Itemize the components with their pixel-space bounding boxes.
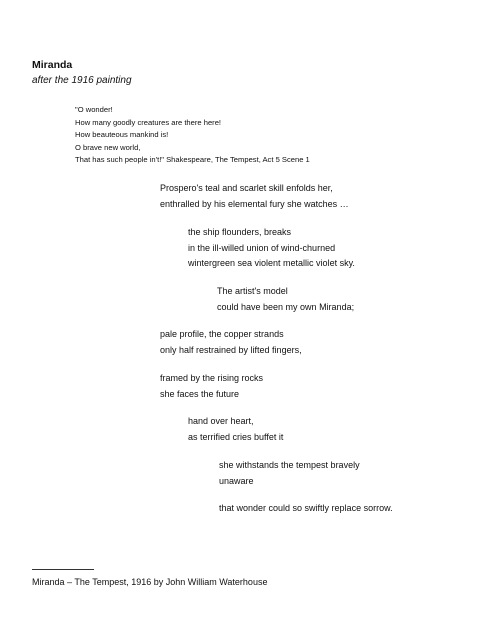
verse-line: pale profile, the copper strands [160, 329, 284, 339]
stanza-2 [188, 225, 355, 272]
verse-line: The artist's model [217, 286, 288, 296]
poem-title: Miranda [32, 59, 73, 71]
stanza-7 [219, 458, 360, 489]
epigraph-line: "O wonder! [75, 105, 113, 114]
poem-subtitle: after the 1916 painting [32, 75, 132, 86]
verse-line: in the ill-willed union of wind-churned [188, 242, 336, 253]
verse-line: she faces the future [160, 388, 240, 399]
verse-line: that wonder could so swiftly replace sorrow. [219, 503, 393, 513]
verse-line: wintergreen sea violent metallic violet sky. [188, 258, 355, 268]
epigraph-line: O brave new world, [75, 142, 141, 152]
verse-line: enthralled by his elemental fury she watches … [160, 198, 349, 209]
epigraph-line: That has such people in't!" Shakespeare, The Tempest, Act 5 Scene 1 [75, 155, 310, 165]
stanza-1 [160, 181, 349, 212]
footnote-divider [32, 569, 94, 570]
epigraph-line: How many goodly creatures are there here! [75, 117, 222, 127]
stanza-8 [219, 501, 393, 517]
verse-line: Prospero's teal and scarlet skill enfolds her, [160, 183, 333, 193]
stanza-3 [217, 284, 354, 315]
verse-line: framed by the rising rocks [160, 373, 264, 383]
verse-line: the ship flounders, breaks [188, 227, 292, 237]
epigraph [75, 104, 310, 167]
stanza-6 [188, 414, 283, 445]
verse-line: as terrified cries buffet it [188, 431, 284, 442]
verse-line: only half restrained by lifted fingers, [160, 344, 302, 355]
verse-line: unaware [219, 475, 254, 486]
footnote: Miranda – The Tempest, 1916 by John William Waterhouse [32, 577, 268, 587]
stanza-5 [160, 371, 263, 402]
verse-line: hand over heart, [188, 416, 254, 426]
verse-line: she withstands the tempest bravely [219, 460, 360, 470]
epigraph-line: How beauteous mankind is! [75, 130, 169, 140]
stanza-4 [160, 327, 302, 358]
verse-line: could have been my own Miranda; [217, 301, 355, 312]
